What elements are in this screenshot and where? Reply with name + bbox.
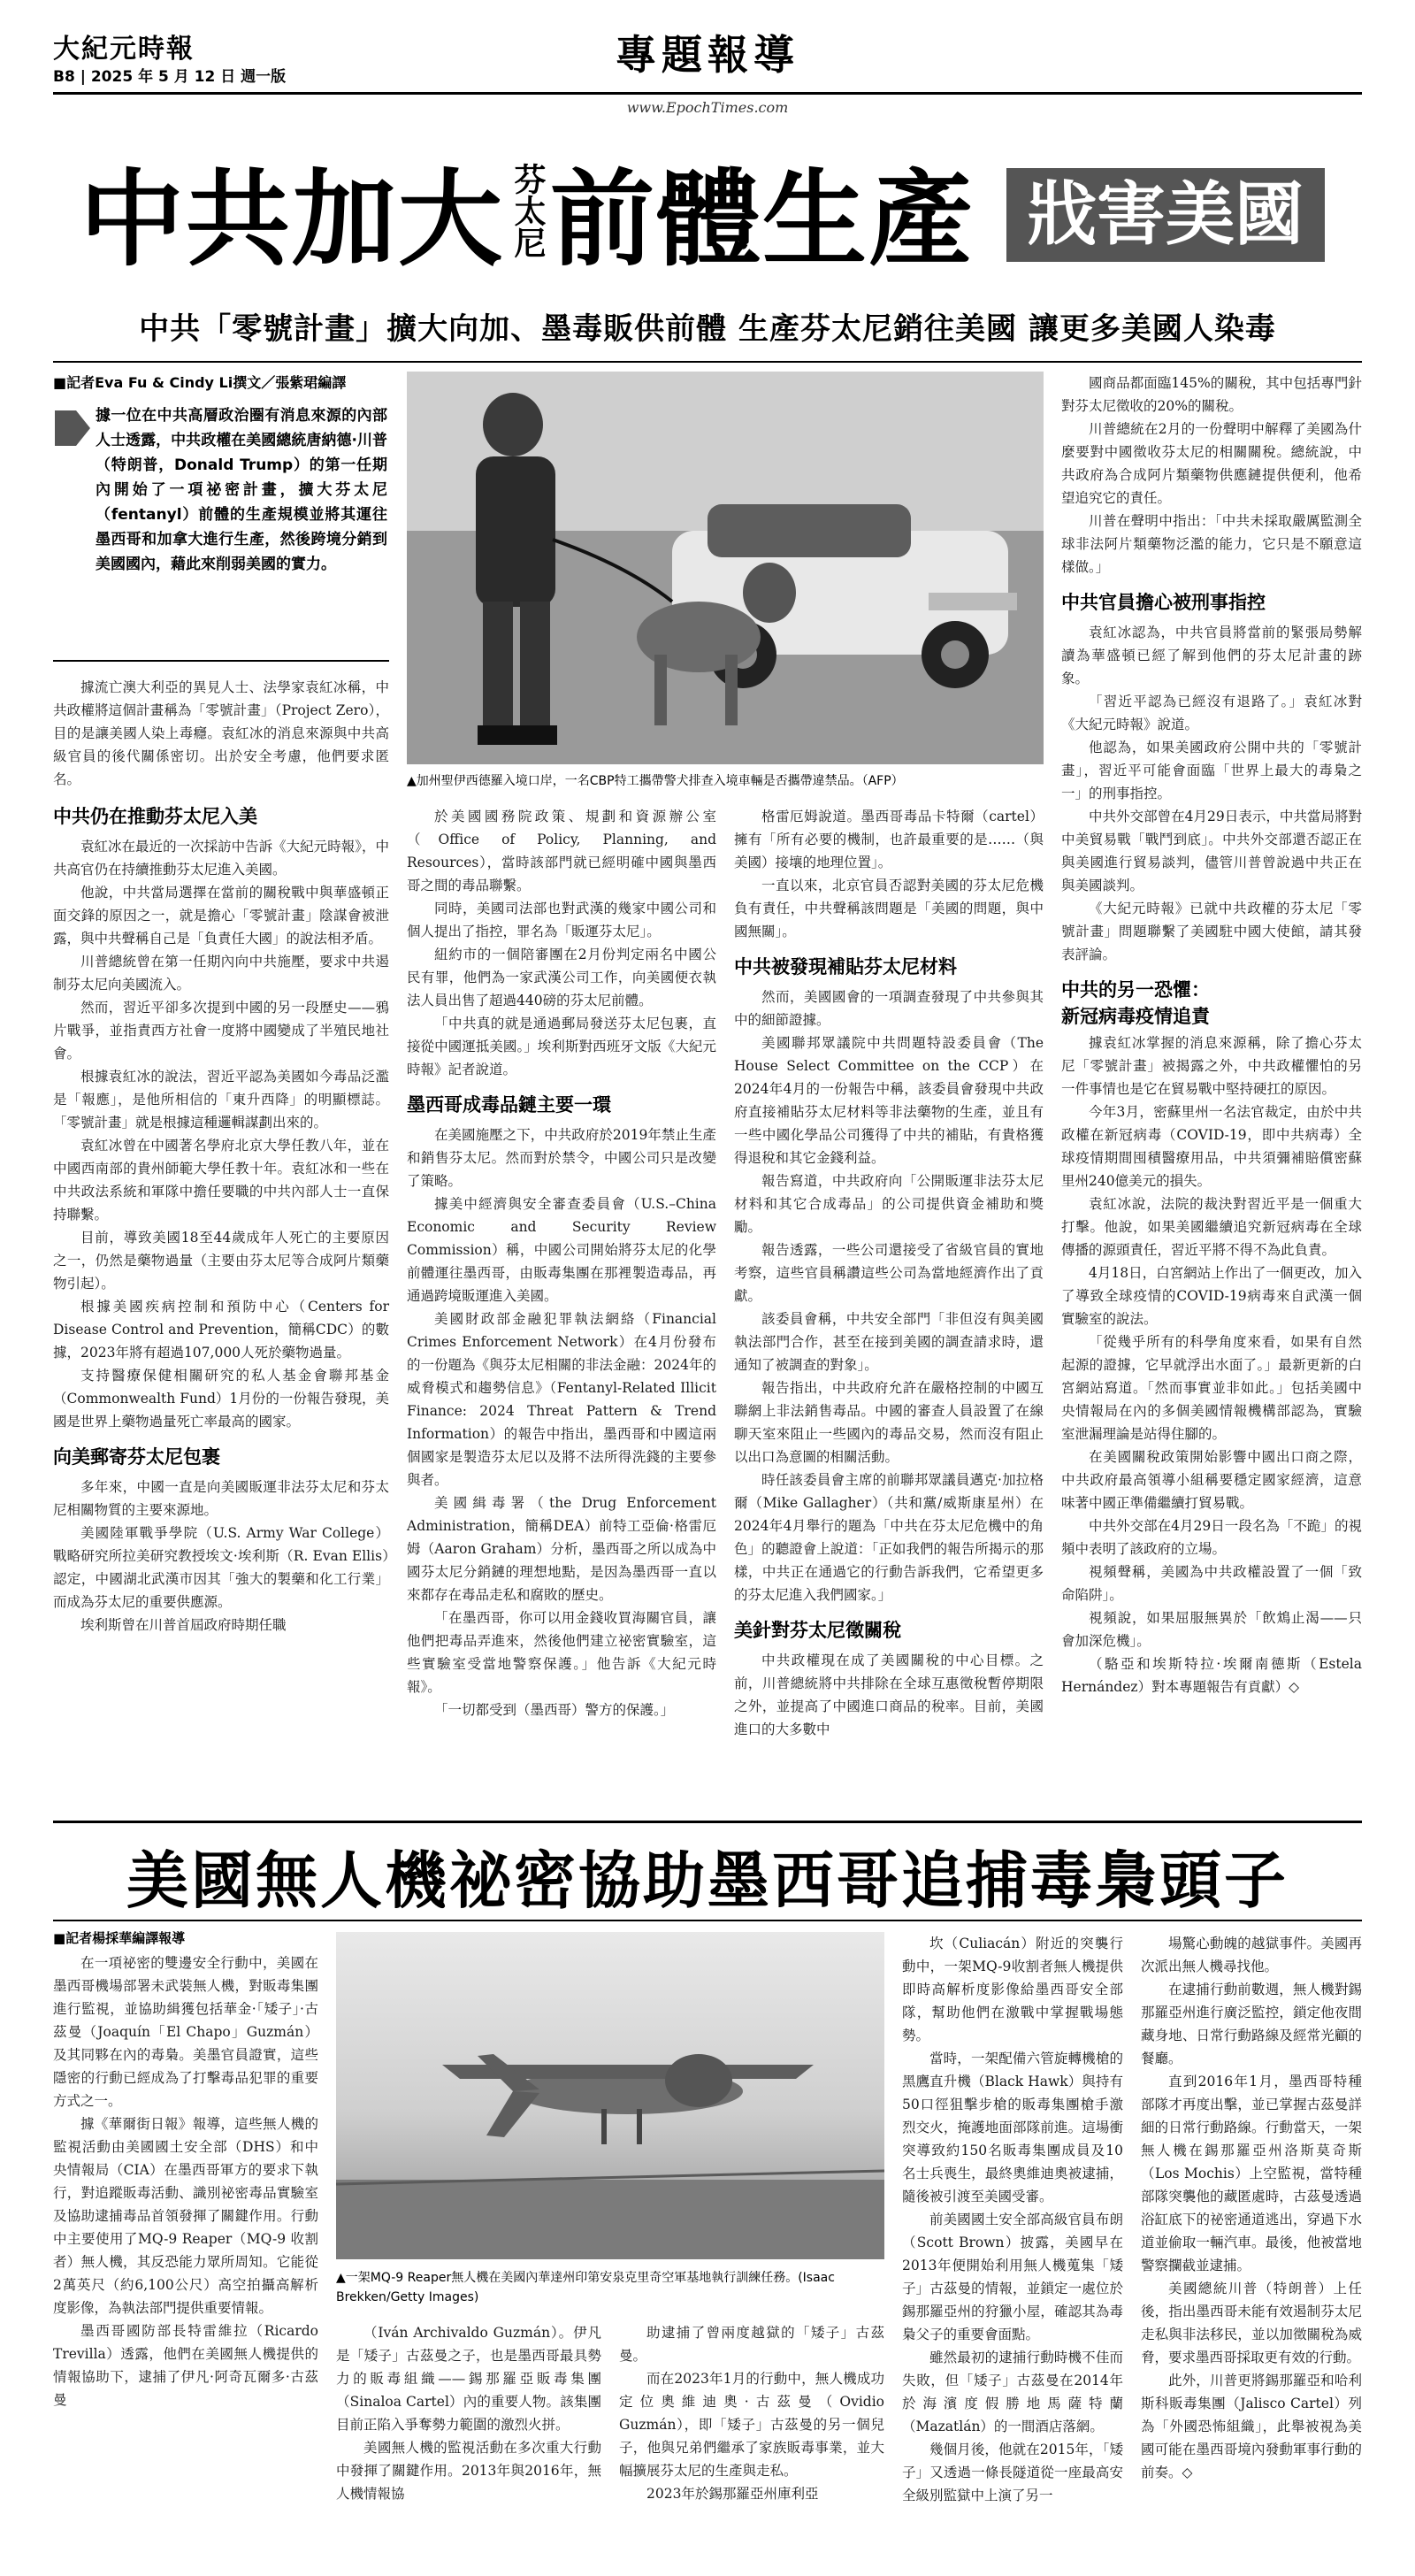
paragraph: 美國陸軍戰爭學院（U.S. Army War College）戰略研究所拉美研究教授埃文·埃利斯（R. Evan Ellis）認定，中國湖北武漢市因其「強大的製藥和化工行業」而成為芬太尼的重要供應源。 (53, 1525, 389, 1610)
subhead-tariffs: 美針對芬太尼徵關稅 (734, 1620, 901, 1641)
paragraph: 今年3月，密蘇里州一名法官裁定，由於中共政權在新冠病毒（COVID-19，即中共病毒）全球疫情期間囤積醫療用品，中共須彌補賠償密蘇里州240億美元的損失。 (1061, 1104, 1362, 1189)
paragraph: （駱亞和埃斯特拉·埃爾南德斯（Estela Hernández）對本專題報告有貢獻）◇ (1061, 1656, 1362, 1695)
subhead-covid-accountability (1061, 977, 1362, 1030)
story-divider (53, 1821, 1362, 1823)
paragraph: 視頻聲稱，美國為中共政權設置了一個「致命陷阱」。 (1061, 1564, 1362, 1603)
story1-byline: ■記者Eva Fu & Cindy Li撰文／張紫珺編譯 (53, 374, 347, 391)
subhead-subsidies: 中共被發現補貼芬太尼材料 (734, 956, 957, 978)
paragraph: 袁紅冰曾在中國著名學府北京大學任教八年，並在中國西南部的貴州師範大學任教十年。袁紅冰和一些在中共政法系統和軍隊中擔任要職的中共內部人士一直保持聯繫。 (53, 1138, 389, 1223)
story2-byline: ■記者楊採華編譯報導 (53, 1930, 186, 1946)
paragraph: 袁紅冰說，法院的裁決對習近平是一個重大打擊。他說，如果美國繼續追究新冠病毒在全球傳播的源頭責任，習近平將不得不為此負責。 (1061, 1196, 1362, 1258)
paragraph: 據袁紅冰掌握的消息來源稱，除了擔心芬太尼「零號計畫」被揭露之外，中共政權懼怕的另一件事情也是它在貿易戰中堅持硬扛的原因。 (1061, 1035, 1362, 1097)
paragraph: 川普總統曾在第一任期內向中共施壓，要求中共遏制芬太尼向美國流入。 (53, 954, 389, 993)
subhead-mail-packages: 向美郵寄芬太尼包裹 (53, 1446, 220, 1468)
subhead-fentanyl-push: 中共仍在推動芬太尼入美 (53, 806, 257, 827)
paragraph: 坎（Culiacán）附近的突襲行動中，一架MQ-9收割者無人機提供即時高解析度影像給墨西哥安全部隊，幫助他們在激戰中掌握戰場態勢。 (902, 1936, 1123, 2043)
story2-col2 (336, 2321, 601, 2505)
paragraph: 中共政權現在成了美國關稅的中心目標。之前，川普總統將中共排除在全球互惠徵稅暫停期限之外，並提高了中國進口商品的稅率。目前，美國進口的大多數中 (734, 1652, 1044, 1737)
photo2-caption: ▲一架MQ-9 Reaper無人機在美國內華達州印第安泉克里奇空軍基地執行訓練任務。(Isaac Brekken/Getty Images) (336, 2271, 835, 2304)
photo-cbp-inspection (407, 372, 1044, 764)
paragraph: 他認為，如果美國政府公開中共的「零號計畫」，習近平可能會面臨「世界上最大的毒梟之一」的刑事指控。 (1061, 740, 1362, 801)
paragraph: 根據袁紅冰的說法，習近平認為美國如今毒品泛濫是「報應」，是他所相信的「東升西降」的明顯標誌。「零號計畫」就是根據這種邏輯謀劃出來的。 (53, 1069, 389, 1131)
story1-headline (80, 140, 975, 281)
paragraph: 在一項祕密的雙邊安全行動中，美國在墨西哥機場部署未武裝無人機，對販毒集團進行監視，並協助緝獲包括華金·「矮子」·古茲曼（Joaquín「El Chapo」Guzmán）及其同夥在內的毒梟。美墨官員證實，這些隱密的行動已經成為了打擊毒品犯罪的重要方式之一。 (53, 1955, 318, 2109)
story1-col2 (407, 805, 716, 1721)
paragraph: 然而，習近平卻多次提到中國的另一段歷史——鴉片戰爭，並指責西方社會一度將中國變成了半殖民地社會。 (53, 1000, 389, 1062)
photo-cbp-illustration (407, 372, 1044, 764)
headline-part-b: 前體生產 (550, 158, 975, 280)
paragraph: 時任該委員會主席的前聯邦眾議員邁克·加拉格爾（Mike Gallagher）（共和黨/威斯康星州）在2024年4月舉行的題為「中共在芬太尼危機中的角色」的聽證會上說道：「正如我們的報告所揭示的那樣，中共正在通過它的行動告訴我們，它希望更多的芬太尼進入我們國家。」 (734, 1472, 1044, 1603)
paragraph: 視頻說，如果屈服無異於「飲鴆止渴——只會加深危機」。 (1061, 1610, 1362, 1649)
story2-col4 (902, 1932, 1123, 2507)
paragraph: 美國聯邦眾議院中共問題特設委員會（The House Select Committee on the CCP）在2024年4月的一份報告中稱，該委員會發現中共政府直接補貼芬太尼材料等非法藥物的生產，並且有一些中國化學品公司獲得了中共的補貼，有貴格獲得退稅和其它金錢利益。 (734, 1035, 1044, 1166)
headline-tag: 戕害美國 (1006, 168, 1325, 262)
paragraph: （Iván Archivaldo Guzmán）。伊凡是「矮子」古茲曼之子，也是墨西哥最具勢力的販毒組織——錫那羅亞販毒集團（Sinaloa Cartel）內的重要人物。該集團目前正陷入爭奪勢力範圍的激烈火拼。 (336, 2325, 601, 2433)
paragraph: 據流亡澳大利亞的異見人士、法學家袁紅冰稱，中共政權將這個計畫稱為「零號計畫」（Project Zero），目的是讓美國人染上毒癮。袁紅冰的消息來源與中共高級官員的後代關係密切。出於安全考慮，他們要求匿名。 (53, 679, 389, 787)
paragraph: 「在墨西哥，你可以用金錢收買海關官員，讓他們把毒品弄進來，然後他們建立祕密實驗室，這些實驗室受當地警察保護。」他告訴《大紀元時報》。 (407, 1610, 716, 1695)
headline-small: 芬太尼 (509, 163, 547, 258)
lead-arrow-icon (55, 410, 90, 446)
paragraph: 同時，美國司法部也對武漢的幾家中國公司和個人提出了指控，罪名為「販運芬太尼」。 (407, 901, 716, 939)
story1-subtitle: 中共「零號計畫」擴大向加、墨毒販供前體 生產芬太尼銷往美國 讓更多美國人染毒 (139, 311, 1276, 347)
paragraph: 場驚心動魄的越獄事件。美國再次派出無人機尋找他。 (1141, 1936, 1362, 1974)
paragraph: 川普總統在2月的一份聲明中解釋了美國為什麼要對中國徵收芬太尼的相關關稅。總統說，中共政府為合成阿片類藥物供應鏈提供便利，他希望追究它的責任。 (1061, 421, 1362, 506)
paragraph: 中共外交部曾在4月29日表示，中共當局將對中美貿易戰「戰鬥到底」。中共外交部還否認正在與美國進行貿易談判，儘管川普曾說過中共正在與美國談判。 (1061, 809, 1362, 893)
paragraph: 直到2016年1月，墨西哥特種部隊才再度出擊，並已掌握古茲曼詳細的日常行動路線。行動當天，一架無人機在錫那羅亞州洛斯莫奇斯（Los Mochis）上空監視，當特種部隊突襲他的藏匿處時，古茲曼透過浴缸底下的祕密通道逃出，穿過下水道並偷取一輛汽車。最後，他被當地警察攔截並逮捕。 (1141, 2074, 1362, 2273)
paragraph: 埃利斯曾在川普首屆政府時期任職 (80, 1617, 287, 1633)
story2-col1 (53, 1951, 318, 2411)
paragraph: 於美國國務院政策、規劃和資源辦公室（Office of Policy, Planning, and Resources），當時該部門就已經明確中國與墨西哥之間的毒品聯繫。 (407, 809, 716, 893)
story2-headline-rule (53, 1920, 1362, 1921)
paragraph: 美國財政部金融犯罪執法網絡（Financial Crimes Enforcement Network）在4月份發布的一份題為《與芬太尼相關的非法金融：2024年的威脅模式和趨勢信息》（Fentanyl-Related Illicit Finance: 2024 Threat Pattern & Trend Information）的報告中指出，墨西哥和中國這兩個國家是製造芬太尼以及將不法所得洗錢的主要參與者。 (407, 1311, 716, 1488)
paragraph: 該委員會稱，中共安全部門「非但沒有與美國執法部門合作，甚至在接到美國的調查請求時，還通知了被調查的對象」。 (734, 1311, 1044, 1373)
paragraph: 紐約市的一個陪審團在2月份判定兩名中國公民有罪，他們為一家武漢公司工作，向美國便衣執法人員出售了超過440磅的芬太尼前體。 (407, 947, 716, 1008)
paragraph: 根據美國疾病控制和預防中心（Centers for Disease Control and Prevention，簡稱CDC）的數據，2023年將有超過107,000人死於藥物過量。 (53, 1299, 389, 1361)
paragraph: 前美國國土安全部高級官員布朗（Scott Brown）披露，美國早在2013年便開始利用無人機蒐集「矮子」古茲曼的情報，並鎖定一處位於錫那羅亞州的狩獵小屋，確認其為毒梟父子的重要會面點。 (902, 2212, 1123, 2342)
subhead-mexico-chain: 墨西哥成毒品鏈主要一環 (407, 1094, 611, 1116)
paragraph: 中共外交部在4月29日一段名為「不跪」的視頻中表明了該政府的立場。 (1061, 1518, 1362, 1557)
paragraph: 美國緝毒署（the Drug Enforcement Administration，簡稱DEA）前特工亞倫·格雷厄姆（Aaron Graham）分析，墨西哥之所以成為中國芬太尼分銷鏈的理想地點，是因為墨西哥一直以來都存在毒品走私和腐敗的歷史。 (407, 1495, 716, 1603)
paragraph: 多年來，中國一直是向美國販運非法芬太尼和芬太尼相關物質的主要來源地。 (53, 1479, 389, 1518)
paragraph: 4月18日，白宮網站上作出了一個更改，加入了導致全球疫情的COVID-19病毒來自武漢一個實驗室的說法。 (1061, 1265, 1362, 1327)
story1-col1 (53, 793, 389, 1637)
paragraph: 格雷厄姆說道。墨西哥毒品卡特爾（cartel）擁有「所有必要的機制，也許最重要的是……（與美國）接壤的地理位置」。 (734, 809, 1044, 870)
story1-col1-top (53, 676, 389, 791)
lead-underline (53, 660, 389, 662)
paragraph: 幾個月後，他就在2015年，「矮子」又透過一條長隧道從一座最高安全級別監獄中上演了另一 (902, 2442, 1123, 2503)
paragraph: 在美國關稅政策開始影響中國出口商之際，中共政府最高領導小組稱要穩定國家經濟，這意味著中國正準備繼續打貿易戰。 (1061, 1449, 1362, 1511)
subhead-line-2: 新冠病毒疫情追責 (1061, 1006, 1210, 1027)
paragraph: 當時，一架配備六管旋轉機槍的黑鷹直升機（Black Hawk）與持有50口徑狙擊步槍的販毒集團槍手激烈交火，掩護地面部隊前進。這場衝突導致約150名販毒集團成員及10名士兵喪生，最終奧維迪奧被逮捕，隨後被引渡至美國受審。 (902, 2051, 1123, 2204)
masthead-logo: 大紀元時報 (53, 34, 195, 65)
paragraph: 袁紅冰在最近的一次採訪中告訴《大紀元時報》，中共高官仍在持續推動芬太尼進入美國。 (53, 839, 389, 878)
headline-part-a: 中共加大 (80, 158, 505, 280)
paragraph: 報告寫道，中共政府向「公開販運非法芬太尼材料和其它合成毒品」的公司提供資金補助和獎勵。 (734, 1173, 1044, 1235)
photo1-caption: ▲加州聖伊西德羅入境口岸，一名CBP特工攜帶警犬排查入境車輛是否攜帶違禁品。（AFP） (407, 774, 904, 788)
paragraph: 「一切都受到（墨西哥）警方的保護。」 (434, 1702, 675, 1718)
paragraph: 「習近平認為已經沒有退路了。」袁紅冰對《大紀元時報》說道。 (1061, 694, 1362, 732)
story2-headline: 美國無人機祕密協助墨西哥追捕毒梟頭子 (126, 1844, 1289, 1917)
paragraph: 雖然最初的逮捕行動時機不佳而失敗，但「矮子」古茲曼在2014年於海濱度假勝地馬薩特蘭（Mazatlán）的一間酒店落網。 (902, 2350, 1123, 2434)
paragraph: 報告指出，中共政府允許在嚴格控制的中國互聯網上非法銷售毒品。中國的審查人員設置了在線聊天室來阻止一些國內的毒品交易，然而沒有阻止以出口為意圖的相關活動。 (734, 1380, 1044, 1465)
paragraph: 然而，美國國會的一項調查發現了中共參與其中的細節證據。 (734, 989, 1044, 1028)
paragraph: 國商品都面臨145%的關稅，其中包括專門針對芬太尼徵收的20%的關稅。 (1061, 375, 1362, 414)
paragraph: 袁紅冰認為，中共官員將當前的緊張局勢解讀為華盛頓已經了解到他們的芬太尼計畫的跡象。 (1061, 625, 1362, 686)
subtitle-rule (53, 361, 1362, 363)
paragraph: 支持醫療保健相關研究的私人基金會聯邦基金（Commonwealth Fund）1月份的一份報告發現，美國是世界上藥物過量死亡率最高的國家。 (53, 1368, 389, 1430)
story1-lead: 據一位在中共高層政治圈有消息來源的內部人士透露，中共政權在美國總統唐納德·川普（特朗普，Donald Trump）的第一任期內開始了一項祕密計畫，擴大芬太尼（fentanyl）前體的生產規模並將其運往墨西哥和加拿大進行生產，然後跨境分銷到美國國內，藉此來削弱美國的實力。 (96, 407, 387, 573)
paragraph: 墨西哥國防部長特雷維拉（Ricardo Trevilla）透露，他們在美國無人機提供的情報協助下，逮捕了伊凡·阿奇瓦爾多·古茲曼 (53, 2323, 318, 2408)
paragraph: 在逮捕行動前數週，無人機對錫那羅亞州進行廣泛監控，鎖定他夜間藏身地、日常行動路線及經常光顧的餐廳。 (1141, 1982, 1362, 2066)
paragraph: 據《華爾街日報》報導，這些無人機的監視活動由美國國土安全部（DHS）和中央情報局（CIA）在墨西哥軍方的要求下執行，對追蹤販毒活動、識別祕密毒品實驗室及協助逮捕毒品首領發揮了關鍵作用。行動中主要使用了MQ-9 Reaper（MQ-9 收割者）無人機，其反恐能力眾所周知。它能從2萬英尺（約6,100公尺）高空拍攝高解析度影像，為執法部門提供重要情報。 (53, 2116, 318, 2316)
paragraph: 「從幾乎所有的科學角度來看，如果有自然起源的證據，它早就浮出水面了。」最新更新的白宮網站寫道。「然而事實並非如此。」包括美國中央情報局在內的多個美國情報機構部認為，實驗室泄漏理論是站得住腳的。 (1061, 1334, 1362, 1442)
paragraph: 《大紀元時報》已就中共政權的芬太尼「零號計畫」問題聯繫了美國駐中國大使館，請其發表評論。 (1061, 901, 1362, 962)
paragraph: 據美中經濟與安全審查委員會（U.S.–China Economic and Security Review Commission）稱，中國公司開始將芬太尼的化學前體運往墨西哥，由販毒集團在那裡製造毒品，再通過跨境販運進入美國。 (407, 1196, 716, 1304)
paragraph: 「中共真的就是通過郵局發送芬太尼包裹，直接從中國運抵美國。」埃利斯對西班牙文版《大紀元時報》記者說道。 (407, 1016, 716, 1077)
paragraph: 2023年於錫那羅亞州庫利亞 (646, 2486, 819, 2502)
paragraph: 川普在聲明中指出：「中共未採取嚴厲監測全球非法阿片類藥物泛濫的能力，它只是不願意這樣做。」 (1061, 513, 1362, 575)
subhead-criminal-charges: 中共官員擔心被刑事指控 (1061, 592, 1266, 613)
subhead-line-1: 中共的另一恐懼： (1061, 979, 1210, 1000)
paragraph: 美國總統川普（特朗普）上任後，指出墨西哥未能有效遏制芬太尼走私與非法移民，並以加徵關稅為威脅，要求墨西哥採取更有效的行動。 (1141, 2281, 1362, 2365)
issue-info: B8 | 2025 年 5 月 12 日 週一版 (53, 68, 287, 86)
paragraph: 目前，導致美國18至44歲成年人死亡的主要原因之一，仍然是藥物過量（主要由芬太尼等合成阿片類藥物引起）。 (53, 1230, 389, 1292)
story1-col4 (1061, 372, 1362, 1698)
website-url: www.EpochTimes.com (626, 99, 789, 116)
paragraph: 助逮捕了曾兩度越獄的「矮子」古茲曼。 (619, 2325, 884, 2364)
story1-col3 (734, 805, 1044, 1741)
paragraph: 一直以來，北京官員否認對美國的芬太尼危機負有責任，中共聲稱該問題是「美國的問題，與中國無關」。 (734, 878, 1044, 939)
drone-illustration (336, 1932, 884, 2259)
story2-col5 (1141, 1932, 1362, 2484)
section-title: 專題報導 (616, 31, 799, 79)
header-rule (53, 92, 1362, 95)
paragraph: 在美國施壓之下，中共政府於2019年禁止生產和銷售芬太尼。然而對於禁令，中國公司只是改變了策略。 (407, 1127, 716, 1189)
photo-mq9-drone (336, 1932, 884, 2259)
paragraph: 而在2023年1月的行動中，無人機成功定位奧維迪奧·古茲曼（Ovidio Guzmán），即「矮子」古茲曼的另一個兒子，他與兄弟們繼承了家族販毒事業，並大幅擴展芬太尼的生產與走私。 (619, 2371, 884, 2479)
paragraph: 美國無人機的監視活動在多次重大行動中發揮了關鍵作用。2013年與2016年，無人機情報協 (336, 2440, 601, 2502)
paragraph: 報告透露，一些公司還接受了省級官員的實地考察，這些官員稱讚這些公司為當地經濟作出了貢獻。 (734, 1242, 1044, 1304)
paragraph: 此外，川普更將錫那羅亞和哈利斯科販毒集團（Jalisco Cartel）列為「外國恐怖組織」，此舉被視為美國可能在墨西哥境內發動軍事行動的前奏。◇ (1141, 2373, 1362, 2480)
paragraph: 他說，中共當局選擇在當前的關稅戰中與華盛頓正面交鋒的原因之一，就是擔心「零號計畫」陰謀會被泄露，與中共聲稱自己是「負責任大國」的說法相矛盾。 (53, 885, 389, 947)
story2-col3 (619, 2321, 884, 2505)
